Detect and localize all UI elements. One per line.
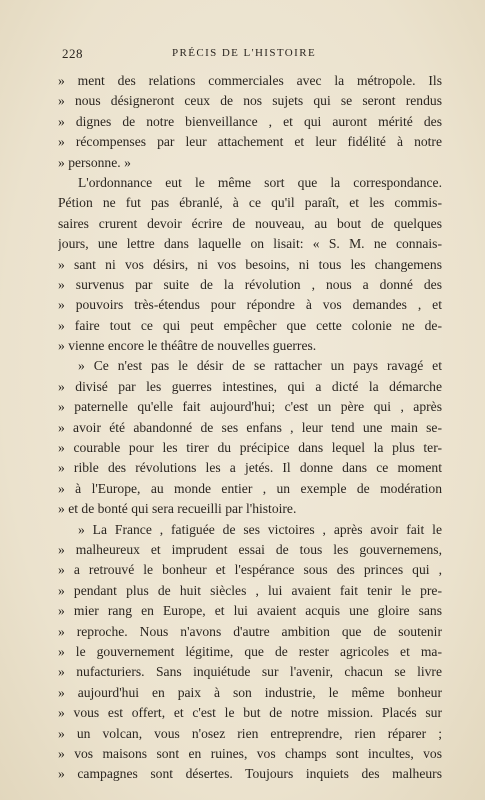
text-line: » vous est offert, et c'est le but de notre mission. Placés sur: [58, 705, 442, 721]
text-line: » nufacturiers. Sans inquiétude sur l'avenir, chacun se livre: [58, 664, 442, 680]
text-line: » dignes de notre bienveillance , et qui auront mérité des: [58, 113, 442, 129]
text-line: » personne. »: [58, 154, 131, 170]
text-line: » a retrouvé le bonheur et l'espérance sous des princes qui ,: [58, 562, 442, 578]
text-line: » nous désigneront ceux de nos sujets qui se seront rendus: [58, 93, 442, 109]
text-line: saires crurent devoir écrire de nouveau, au bout de quelques: [58, 215, 442, 231]
page-number: 228: [62, 46, 83, 61]
text-line: » ment des relations commerciales avec la métropole. Ils: [58, 73, 442, 88]
text-line: » La France , fatiguée de ses victoires , après avoir fait le: [78, 521, 442, 537]
text-line: » avoir été abandonné de ses enfans , leur tend une main se-: [58, 419, 442, 435]
text-line: » survenus par suite de la révolution , nous a donné des: [58, 276, 442, 292]
text-line: » vienne encore le théâtre de nouvelles guerres.: [58, 338, 317, 354]
text-line: » courable pour les tirer du précipice dans lequel la plus ter-: [58, 440, 442, 456]
text-line: » faire tout ce qui peut empêcher que cette colonie ne de-: [58, 317, 442, 333]
body-text: [58, 71, 442, 785]
text-line: » Ce n'est pas le désir de se rattacher un pays ravagé et: [78, 358, 442, 374]
text-line: » mier rang en Europe, et lui avaient acquis une gloire sans: [58, 603, 442, 619]
text-line: » malheureux et imprudent essai de tous les gouvernemens,: [58, 541, 442, 557]
text-line: » à l'Europe, au monde entier , un exemple de modération: [58, 480, 442, 496]
text-line: » paternelle qu'elle fait aujourd'hui; c'est un père qui , après: [58, 399, 442, 415]
text-line: » aujourd'hui en paix à son industrie, le même bonheur: [58, 684, 442, 700]
text-line: » divisé par les guerres intestines, qui a dicté la démarche: [58, 378, 442, 394]
text-line: » vos maisons sont en ruines, vos champs sont incultes, vos: [58, 745, 442, 761]
text-line: » pouvoirs très-étendus pour répondre à vos demandes , et: [58, 297, 442, 313]
text-line: jours, une lettre dans laquelle on lisait: « S. M. ne connais-: [58, 236, 442, 252]
text-line: Pétion ne fut pas ébranlé, à ce qu'il paraît, et les commis-: [58, 195, 442, 211]
text-line: L'ordonnance eut le même sort que la correspondance.: [78, 174, 442, 190]
text-line: » pendant plus de huit siècles , lui avaient fait tenir le pre-: [58, 582, 442, 598]
text-line: » campagnes sont désertes. Toujours inquiets des malheurs: [58, 766, 442, 782]
text-line: » le gouvernement légitime, que de rester agricoles et ma-: [58, 643, 442, 659]
text-line: » et de bonté qui sera recueilli par l'histoire.: [58, 501, 297, 517]
text-line: » sant ni vos désirs, ni vos besoins, ni tous les changemens: [58, 256, 442, 272]
page-header: [62, 46, 434, 66]
text-line: » rible des révolutions les a jetés. Il donne dans ce moment: [58, 460, 442, 476]
running-title: PRÉCIS DE L'HISTOIRE: [172, 47, 317, 59]
text-line: » reproche. Nous n'avons d'autre ambition que de soutenir: [58, 623, 442, 639]
text-line: » un volcan, vous n'osez rien entreprendre, rien réparer ;: [58, 725, 442, 741]
text-line: » récompenses par leur attachement et leur fidélité à notre: [58, 134, 442, 150]
